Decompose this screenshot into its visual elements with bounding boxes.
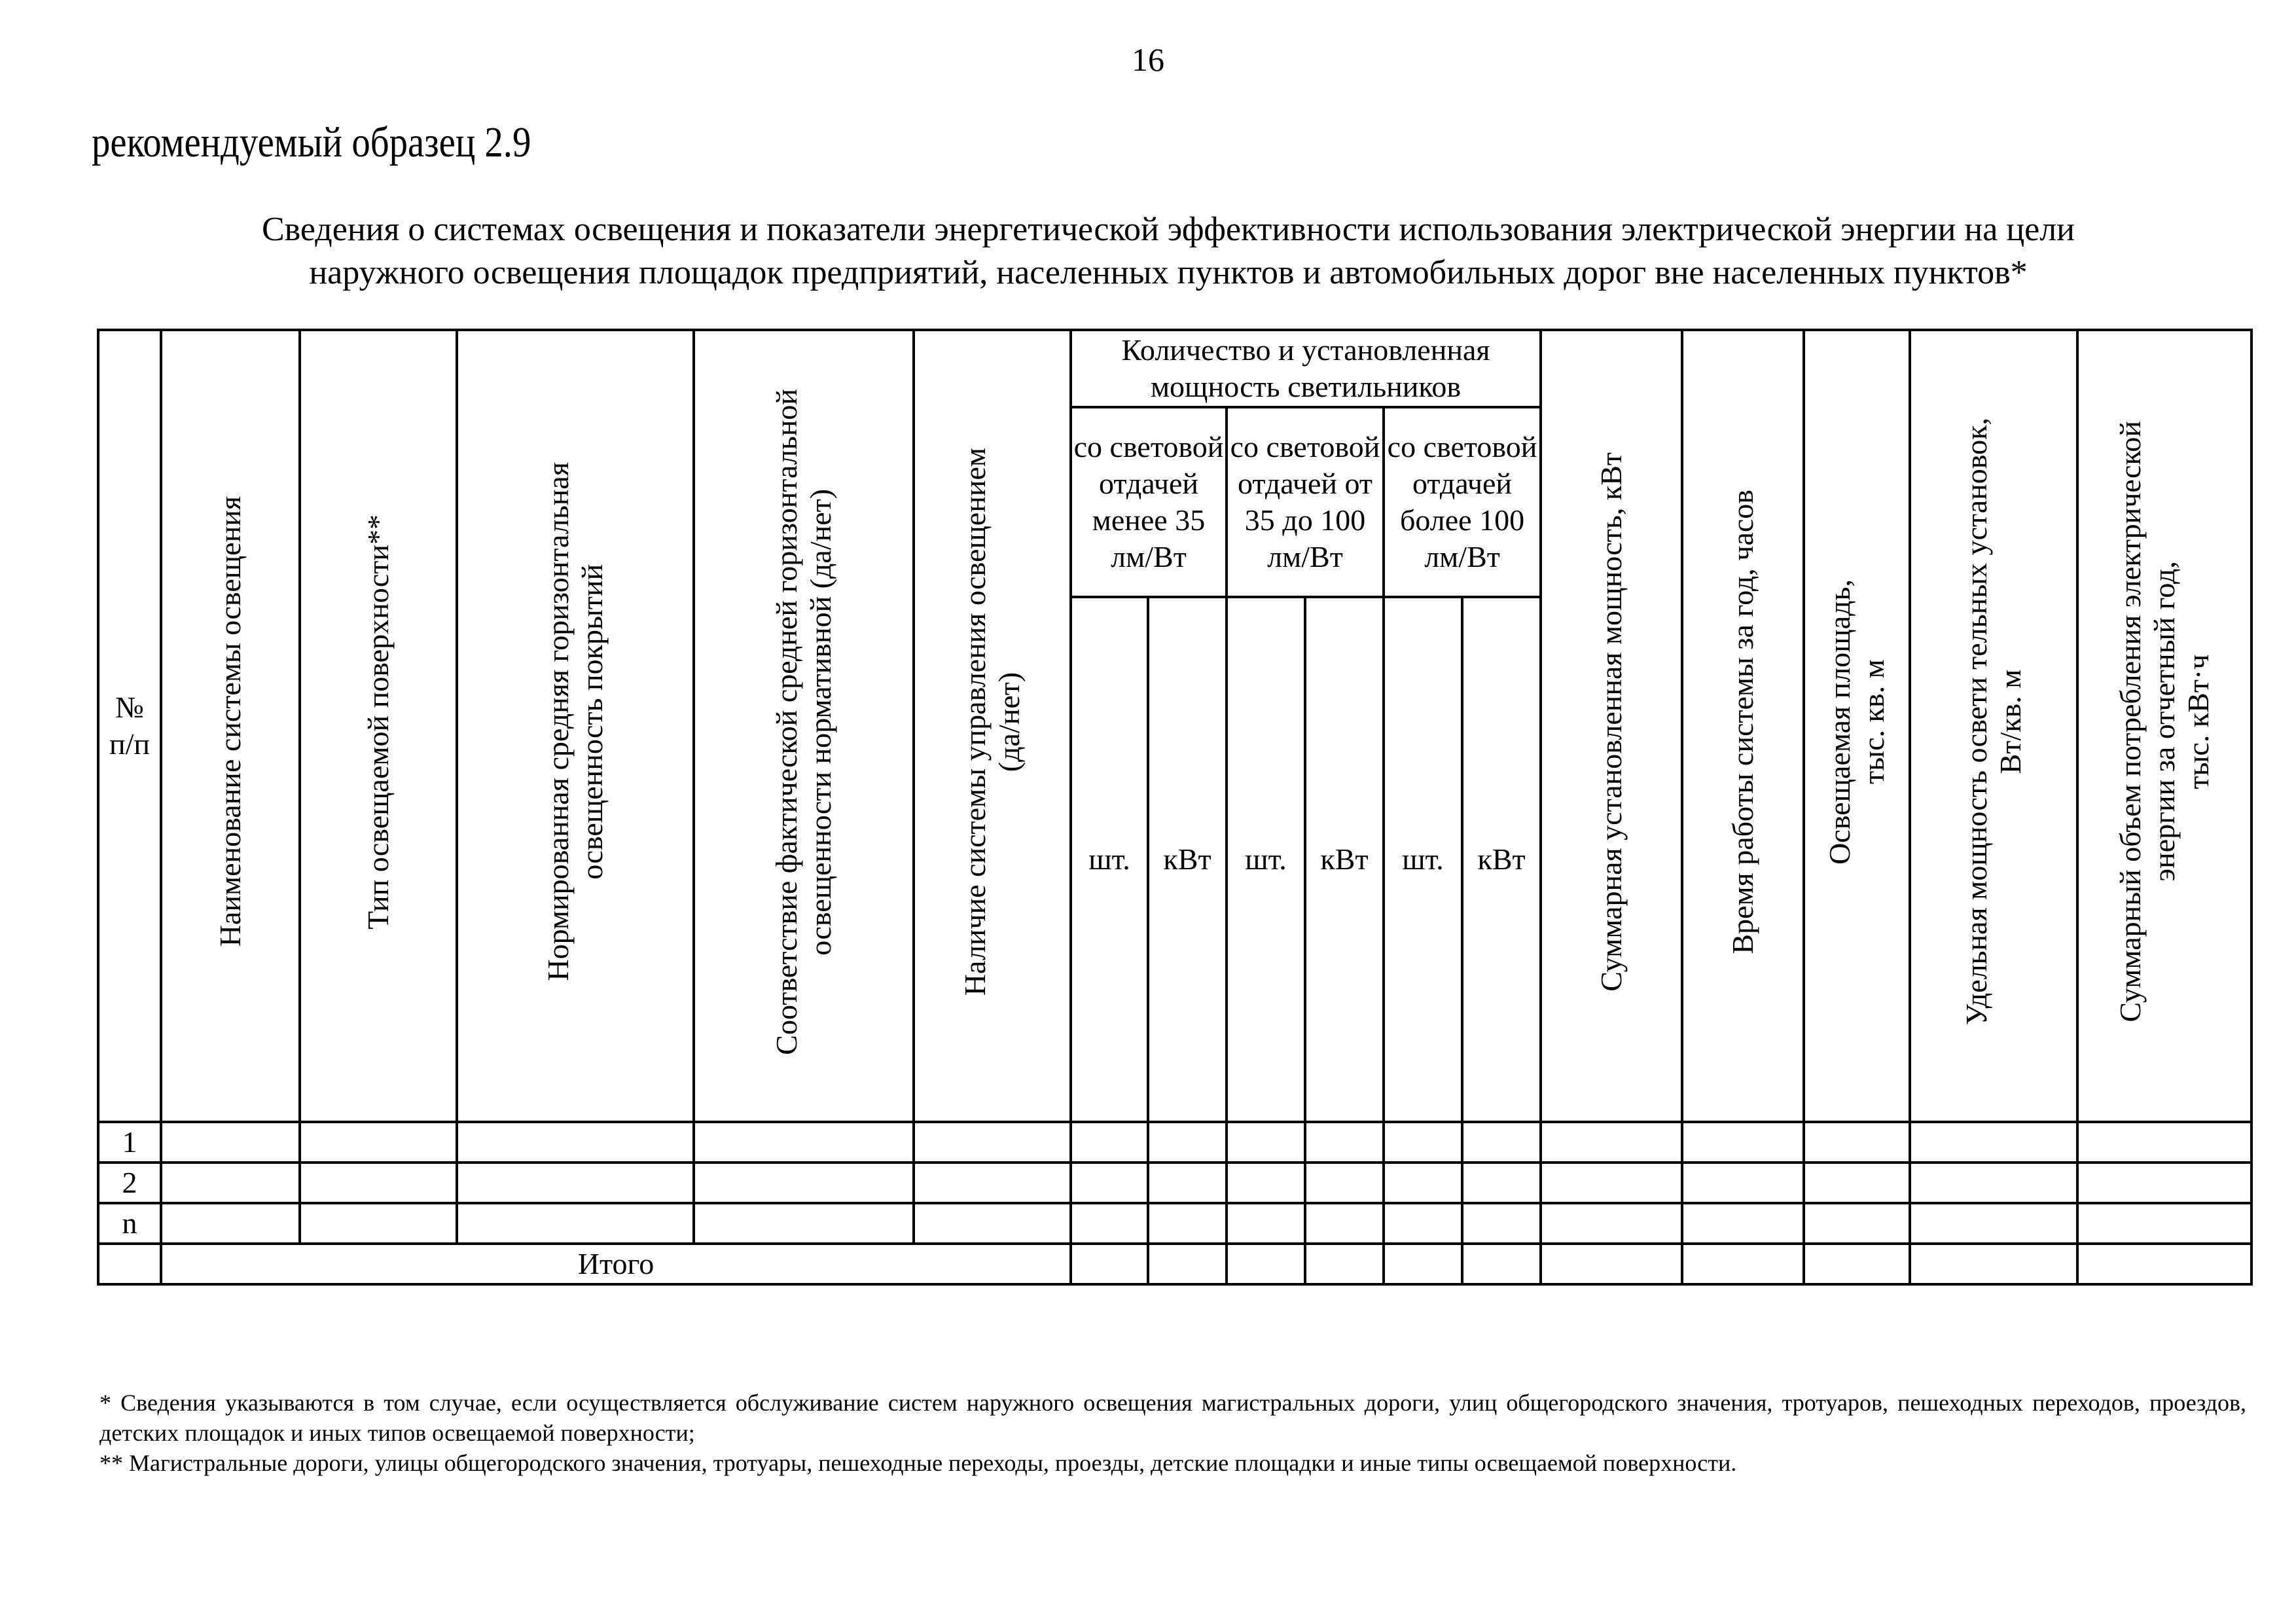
table-cell[interactable] <box>1462 1244 1541 1284</box>
table-cell[interactable] <box>457 1163 694 1203</box>
table-cell[interactable] <box>1804 1244 1910 1284</box>
table-cell[interactable] <box>1462 1163 1541 1203</box>
table-row <box>98 1122 2251 1163</box>
table-cell[interactable] <box>1305 1244 1384 1284</box>
table-cell[interactable] <box>1462 1203 1541 1244</box>
header-lamps-group: Количество и установленная мощность светильников <box>1071 330 1541 407</box>
header-energy-consumption: Суммарный объем потребления электрической энергии за отчетный год, тыс. кВт·ч <box>2077 330 2251 1122</box>
table-cell[interactable] <box>161 1163 300 1203</box>
table-cell[interactable] <box>1682 1163 1804 1203</box>
table-cell[interactable] <box>2077 1122 2251 1163</box>
table-cell[interactable] <box>1227 1122 1305 1163</box>
table-cell[interactable] <box>1384 1163 1462 1203</box>
table-cell[interactable] <box>1227 1163 1305 1203</box>
table-cell[interactable] <box>457 1122 694 1163</box>
header-specific-power: Удельная мощность освети тельных установок, Вт/кв. м <box>1910 330 2077 1122</box>
table-cell[interactable] <box>300 1122 457 1163</box>
footnote-1: * Сведения указываются в том случае, если осуществляется обслуживание систем наружного освещения магистральных дороги, улиц общегородского значения, тротуаров, пешеходных переходов, проездов, детских площадок и иных типов освещаемой поверхности; <box>99 1390 2246 1446</box>
table-cell[interactable] <box>1804 1122 1910 1163</box>
header-unit-pcs: шт. <box>1384 597 1462 1122</box>
table-cell[interactable] <box>694 1122 914 1163</box>
document-title <box>105 208 2232 295</box>
footnote-2: ** Магистральные дороги, улицы общегородского значения, тротуары, пешеходные переходы, проезды, детские площадки и иные типы освещаемой поверхности. <box>99 1450 1737 1476</box>
footnotes <box>99 1388 2246 1478</box>
table-cell[interactable] <box>2077 1163 2251 1203</box>
table-cell[interactable] <box>914 1122 1071 1163</box>
table-cell[interactable] <box>1071 1122 1148 1163</box>
table-cell[interactable] <box>161 1122 300 1163</box>
table-cell[interactable] <box>1541 1203 1682 1244</box>
table-row <box>98 1163 2251 1203</box>
table-cell[interactable] <box>1384 1203 1462 1244</box>
header-num: № п/п <box>98 330 161 1122</box>
header-unit-pcs: шт. <box>1227 597 1305 1122</box>
total-row <box>98 1244 2251 1284</box>
total-empty-cell <box>98 1244 161 1284</box>
table-cell[interactable] <box>1682 1203 1804 1244</box>
table-cell[interactable] <box>1305 1122 1384 1163</box>
table-cell[interactable] <box>1804 1203 1910 1244</box>
table-cell[interactable] <box>1462 1122 1541 1163</box>
table-cell[interactable] <box>1148 1163 1227 1203</box>
table-cell[interactable] <box>1682 1244 1804 1284</box>
table-cell[interactable] <box>914 1163 1071 1203</box>
header-lamps-under-35: со световой отдачей менее 35 лм/Вт <box>1071 407 1227 597</box>
header-compliance: Соответствие фактической средней горизонтальной освещенности нормативной (да/нет) <box>694 330 914 1122</box>
header-unit-kw: кВт <box>1462 597 1541 1122</box>
table-cell[interactable] <box>1148 1244 1227 1284</box>
table-cell[interactable] <box>300 1203 457 1244</box>
table-cell[interactable] <box>1910 1122 2077 1163</box>
row-number: n <box>98 1203 161 1244</box>
table-cell[interactable] <box>1071 1244 1148 1284</box>
table-cell[interactable] <box>914 1203 1071 1244</box>
table-cell[interactable] <box>1384 1122 1462 1163</box>
sample-label: рекомендуемый образец 2.9 <box>92 118 531 166</box>
table-cell[interactable] <box>1541 1163 1682 1203</box>
header-control-system: Наличие системы управления освещением (да/нет) <box>914 330 1071 1122</box>
table-cell[interactable] <box>300 1163 457 1203</box>
table-cell[interactable] <box>1227 1203 1305 1244</box>
table-cell[interactable] <box>1541 1244 1682 1284</box>
table-cell[interactable] <box>1910 1203 2077 1244</box>
header-lamps-over-100: со световой отдачей более 100 лм/Вт <box>1384 407 1541 597</box>
lighting-systems-table <box>97 329 2253 1286</box>
table-cell[interactable] <box>1384 1244 1462 1284</box>
table-cell[interactable] <box>1305 1163 1384 1203</box>
row-number: 1 <box>98 1122 161 1163</box>
header-unit-pcs: шт. <box>1071 597 1148 1122</box>
header-system-name: Наименование системы освещения <box>161 330 300 1122</box>
table-cell[interactable] <box>457 1203 694 1244</box>
header-lamps-35-100: со световой отдачей от 35 до 100 лм/Вт <box>1227 407 1384 597</box>
header-normative-illuminance: Нормированная средняя горизонтальная освещенность покрытий <box>457 330 694 1122</box>
header-lit-area: Освещаемая площадь, тыс. кв. м <box>1804 330 1910 1122</box>
table-cell[interactable] <box>2077 1203 2251 1244</box>
title-line-1: Сведения о системах освещения и показатели энергетической эффективности использования электрической энергии на цели <box>261 211 2075 248</box>
header-total-power: Суммарная установленная мощность, кВт <box>1541 330 1682 1122</box>
table-row <box>98 1203 2251 1244</box>
header-unit-kw: кВт <box>1305 597 1384 1122</box>
table-cell[interactable] <box>694 1203 914 1244</box>
table-cell[interactable] <box>1227 1244 1305 1284</box>
table-cell[interactable] <box>1071 1203 1148 1244</box>
header-surface-type: Тип освещаемой поверхности** <box>300 330 457 1122</box>
table-cell[interactable] <box>1305 1203 1384 1244</box>
table-cell[interactable] <box>1910 1163 2077 1203</box>
table-cell[interactable] <box>161 1203 300 1244</box>
table-cell[interactable] <box>1148 1122 1227 1163</box>
title-line-2: наружного освещения площадок предприятий, населенных пунктов и автомобильных дорог вне населенных пунктов* <box>309 254 2028 291</box>
table-cell[interactable] <box>1541 1122 1682 1163</box>
header-operating-hours: Время работы системы за год, часов <box>1682 330 1804 1122</box>
row-number: 2 <box>98 1163 161 1203</box>
table-cell[interactable] <box>1071 1163 1148 1203</box>
table-cell[interactable] <box>1910 1244 2077 1284</box>
table-cell[interactable] <box>1682 1122 1804 1163</box>
header-unit-kw: кВт <box>1148 597 1227 1122</box>
table-cell[interactable] <box>1804 1163 1910 1203</box>
table-cell[interactable] <box>1148 1203 1227 1244</box>
total-label: Итого <box>161 1244 1071 1284</box>
page-number: 16 <box>1132 41 1164 78</box>
table-cell[interactable] <box>2077 1244 2251 1284</box>
table-cell[interactable] <box>694 1163 914 1203</box>
